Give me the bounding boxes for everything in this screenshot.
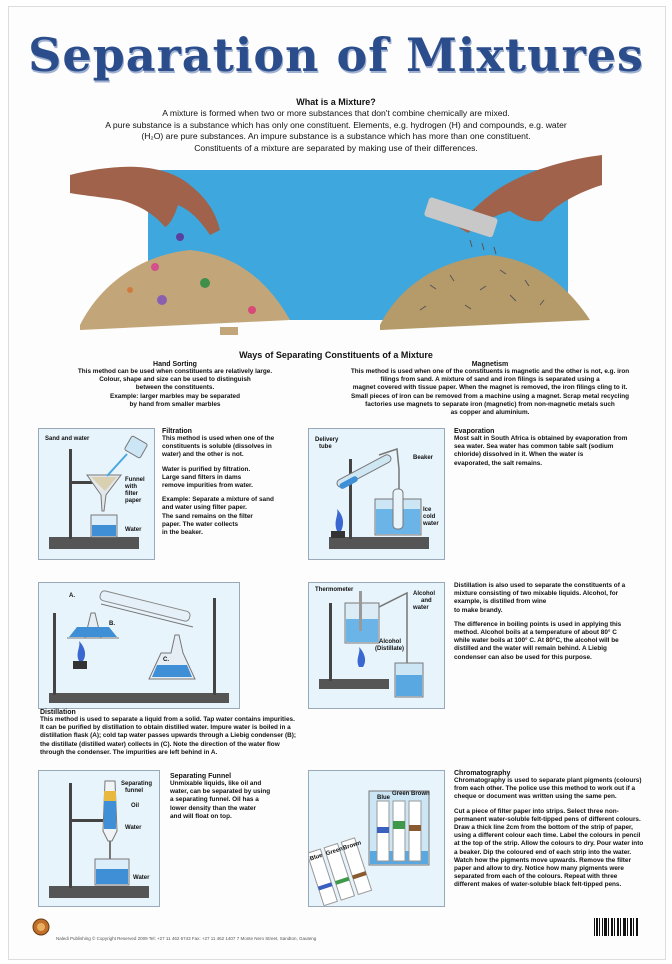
- label-beaker: Beaker: [413, 455, 434, 461]
- mixture-hero-illustration: [70, 155, 602, 345]
- evaporation-line: Most salt in South Africa is obtained by evaporation from: [454, 435, 628, 442]
- label-a: A.: [69, 593, 75, 599]
- liebig-condenser: [99, 590, 191, 622]
- distillation-line: This method is used to separate a liquid from a solid. Tap water contains impurities.: [40, 716, 295, 723]
- alcohol-line: Distillation is also used to separate the constituents of a: [454, 582, 626, 589]
- chromatography-diagram: [308, 770, 445, 907]
- label-water: Water: [133, 875, 150, 881]
- collecting-tube: [393, 489, 403, 529]
- footer-text: Naledi Publishing © Copyright Reserved 2009 Tel: +27 11 462 6743 Fax: +27 11 462 1407 7 Monte Nero Street, Sandton, Gauteng: [56, 936, 317, 941]
- retort-rod: [213, 598, 216, 695]
- hand-sorting-line: This method can be used when constituents are relatively large.: [77, 368, 273, 375]
- label-ice-water: water: [423, 521, 439, 527]
- distillation-diagram: [38, 582, 240, 709]
- intro-heading: What is a Mixture?: [296, 97, 376, 107]
- publisher-logo: [32, 918, 50, 936]
- distillation-section: [40, 709, 360, 757]
- chromatography-line: permanent water-soluble felt-tipped pens of different colours.: [454, 815, 641, 823]
- hand-sorting-line: Colour, shape and size can be used to distinguish: [99, 376, 251, 384]
- label-funnel: filter: [125, 491, 139, 497]
- brown-pigment: [409, 825, 421, 831]
- label-water: Water: [125, 825, 142, 831]
- marble: [248, 306, 256, 314]
- magnetism-line: as copper and aluminium.: [450, 409, 530, 417]
- distillation-line: It can be purified by distillation to obtain distilled water. Impure water is boiled in a: [40, 724, 291, 732]
- alcohol-line: mixture consisting of two mixable liquids. Alcohol, for: [454, 590, 619, 598]
- magnetism-line: Small pieces of iron can be removed from a machine using a magnet. Scrap metal recycling: [350, 392, 630, 400]
- collected-water: [96, 869, 128, 884]
- magnetism-line: magnet covered with tissue paper. When the magnet is removed, the iron filings cling to it.: [352, 384, 628, 392]
- filtration-line: constituents is soluble (dissolves in: [162, 443, 272, 451]
- filtration-heading: Filtration: [162, 428, 192, 435]
- stand-base: [49, 886, 149, 898]
- chromatography-line: different makes of water-soluble black felt-tipped pens.: [454, 881, 622, 889]
- pouring-beaker: [124, 436, 148, 459]
- alcohol-line: The difference in boiling points is used in applying this: [454, 620, 622, 628]
- label-alcohol-water: and: [421, 598, 432, 604]
- burner: [331, 531, 345, 538]
- burner-flame: [78, 641, 85, 661]
- page-title: Separation of Mixtures: [28, 28, 644, 82]
- label-c: C.: [163, 657, 169, 663]
- flask-a-liquid: [69, 627, 117, 637]
- evaporation-section: [454, 428, 644, 468]
- funnel-stem: [109, 841, 111, 859]
- green-pigment: [393, 821, 405, 829]
- filtration-diagram: [38, 428, 155, 560]
- label-brown: Brown: [342, 840, 363, 852]
- evaporation-line: chloride) dissolved in it. When the water is: [454, 451, 584, 459]
- separating-funnel-section: [170, 773, 300, 821]
- intro-line: Constituents of a mixture are separated by making use of their differences.: [194, 142, 478, 153]
- ways-heading: Ways of Separating Constituents of a Mixture: [239, 350, 433, 360]
- label-ice-water: Ice: [423, 507, 432, 513]
- marble: [200, 278, 210, 288]
- retort-rod: [69, 449, 72, 539]
- evaporation-diagram: [308, 428, 445, 560]
- distillation-line: distillation flask (A); cold tap water passes upwards through a Liebig condenser (B);: [40, 732, 297, 740]
- separating-funnel-line: lower density than the water: [170, 804, 256, 812]
- separating-funnel-line: Unmixable liquids, like oil and: [170, 780, 262, 787]
- filtered-water: [92, 525, 116, 536]
- label-alcohol-water: Alcohol: [413, 591, 435, 597]
- retort-rod: [53, 613, 56, 695]
- water-layer: [104, 801, 116, 829]
- retort-rod: [329, 603, 332, 681]
- delivery-tube: [379, 593, 407, 663]
- filtration-line: remove impurities from water.: [162, 482, 253, 490]
- label-sand-water: Sand and water: [45, 436, 90, 442]
- label-delivery-tube: tube: [319, 444, 332, 450]
- label-blue: Blue: [309, 852, 324, 863]
- label-green: Green: [392, 791, 410, 797]
- label-water: Water: [125, 527, 142, 533]
- label-green: Green: [325, 846, 344, 858]
- filtration-line: The sand remains on the filter: [162, 512, 253, 520]
- hand-sorting-heading: Hand Sorting: [153, 361, 197, 368]
- distillate: [396, 675, 422, 696]
- label-funnel: with: [125, 484, 137, 490]
- label-thermometer: Thermometer: [315, 587, 354, 593]
- retort-rod: [69, 783, 72, 888]
- intro-line: A mixture is formed when two or more substances that don't combine chemically are mixed.: [162, 108, 510, 118]
- chromatography-heading: Chromatography: [454, 770, 511, 777]
- label-delivery-tube: Delivery: [315, 437, 339, 443]
- magnetism-line: factories use magnets to separate iron (magnetic) from non-magnetic metals such: [365, 400, 615, 408]
- bench: [49, 693, 229, 703]
- alcohol-line: example, is distilled from wine: [454, 598, 547, 606]
- thermometer: [359, 591, 362, 631]
- intro-line: A pure substance is a substance which has only one constituent. Elements, e.g. hydrogen (H) and compounds, e.g. water: [105, 119, 567, 130]
- burner-flame: [336, 509, 343, 531]
- chromatography-line: using a different colour each time. Label the colours in pencil: [454, 832, 641, 840]
- sand-chunk: [220, 327, 238, 335]
- water-stream: [107, 454, 127, 476]
- magnetism-line: filings from sand. A mixture of sand and iron filings is separated using a: [380, 376, 600, 384]
- filtration-section: [162, 428, 302, 537]
- label-separating-funnel: Separating: [121, 781, 153, 787]
- paper-strip: [393, 801, 405, 861]
- marble: [127, 287, 133, 293]
- chromatography-line: Watch how the pigments move upwards. Remove the filter: [454, 856, 631, 864]
- separating-funnel-line: a separating funnel. Oil has a: [170, 796, 259, 804]
- label-blue: Blue: [377, 795, 391, 801]
- label-funnel: paper: [125, 498, 142, 504]
- distillation-line: through the condenser. The impurities are left behind in A.: [40, 748, 218, 756]
- filtration-line: This method is used when one of the: [162, 435, 275, 442]
- chromatography-line: separated from each of the colours. Repeat with three: [454, 873, 618, 881]
- alcohol-line: method. Alcohol boils at a temperature of about 80° C: [454, 629, 617, 637]
- filtration-line: paper. The water collects: [162, 520, 239, 528]
- separating-funnel-diagram: [38, 770, 160, 907]
- label-alcohol-water: water: [413, 605, 429, 611]
- filtration-line: water) and the other is not.: [162, 451, 244, 459]
- hand-sorting-line: by hand from smaller marbles: [129, 400, 221, 408]
- burner: [73, 661, 87, 669]
- distillation-line: the distillate (distilled water) collects in (C). Note the direction of the water flow: [40, 740, 280, 748]
- magnetism-line: This method is used when one of the constituents is magnetic and the other is not, e.g. iron: [350, 368, 630, 375]
- filtration-line: and water using filter paper.: [162, 504, 247, 512]
- magnetism-heading: Magnetism: [471, 361, 509, 368]
- label-alcohol: Alcohol: [379, 639, 401, 645]
- label-brown: Brown: [411, 791, 430, 797]
- label-ice-water: cold: [423, 514, 436, 520]
- label-separating-funnel: funnel: [125, 788, 143, 794]
- chromatography-line: from each other. The police use this method to work out if a: [454, 785, 636, 793]
- hand-sorting-line: between the constituents.: [135, 384, 215, 392]
- chromatography-line: Draw a thick line 2cm from the bottom of the strip of paper,: [454, 824, 633, 832]
- stand-base: [49, 537, 139, 549]
- stand-base: [329, 537, 429, 549]
- chromatography-line: Cut a piece of filter paper into strips. Select three non-: [454, 807, 619, 815]
- separating-funnel-line: water, can be separated by using: [170, 788, 271, 796]
- blue-pigment: [377, 827, 389, 833]
- alcohol-line: while water boils at 100° C. At 80°C, the alcohol will be: [454, 637, 619, 645]
- separating-funnel-line: and will float on top.: [170, 812, 232, 820]
- flask-c-liquid: [152, 665, 192, 677]
- filtration-line: Water is purified by filtration.: [162, 465, 251, 473]
- filtration-line: in the beaker.: [162, 529, 203, 537]
- label-funnel: Funnel: [125, 477, 145, 483]
- marble: [151, 263, 159, 271]
- loose-strips: [308, 836, 376, 905]
- barcode: [594, 918, 640, 940]
- chromatography-line: Chromatography is used to separate plant pigments (colours): [454, 777, 642, 784]
- alcohol-distillation-section: [454, 582, 649, 662]
- chromatography-line: at the top of the strip. Allow the colours to dry. Pour water into: [454, 840, 644, 848]
- alcohol-line: distilled and the water will remain behind. A Liebig: [454, 645, 607, 653]
- distillation-heading: Distillation: [40, 709, 76, 716]
- label-oil: Oil: [131, 803, 140, 809]
- chromatography-line: paper and allow to dry. Notice how many pigments were: [454, 865, 624, 873]
- marble: [176, 233, 184, 241]
- magnetism-section: [340, 361, 640, 417]
- retort-rod: [349, 459, 352, 539]
- hand-sorting-line: Example: larger marbles may be separated: [109, 392, 240, 400]
- label-b: B.: [109, 621, 115, 627]
- filtration-line: Large sand filters in dams: [162, 473, 242, 481]
- burner-flame: [358, 647, 365, 667]
- label-alcohol: (Distillate): [375, 646, 405, 652]
- evaporation-line: evaporated, the salt remains.: [454, 459, 543, 467]
- hand-sorting-section: [40, 361, 310, 409]
- intro-line: (H₂O) are pure substances. An impure substance is a substance which has more than one constituent.: [141, 131, 531, 141]
- chromatography-section: [454, 770, 654, 890]
- chromatography-line: cheque or document was written using the same pen.: [454, 793, 617, 801]
- evaporation-heading: Evaporation: [454, 428, 495, 435]
- marble: [157, 295, 167, 305]
- alcohol-line: to make brandy.: [454, 606, 503, 614]
- evaporation-line: sea water. Sea water has common table salt (sodium: [454, 443, 614, 451]
- oil-layer: [104, 791, 116, 801]
- intro-text: [60, 108, 612, 154]
- chromatography-line: a beaker. Dip the coloured end of each strip into the water.: [454, 848, 632, 856]
- alcohol-line: condenser can also be used for this purpose.: [454, 653, 592, 661]
- alcohol-distillation-diagram: [308, 582, 445, 709]
- separating-funnel-heading: Separating Funnel: [170, 773, 232, 780]
- filtration-line: Example: Separate a mixture of sand: [162, 496, 274, 504]
